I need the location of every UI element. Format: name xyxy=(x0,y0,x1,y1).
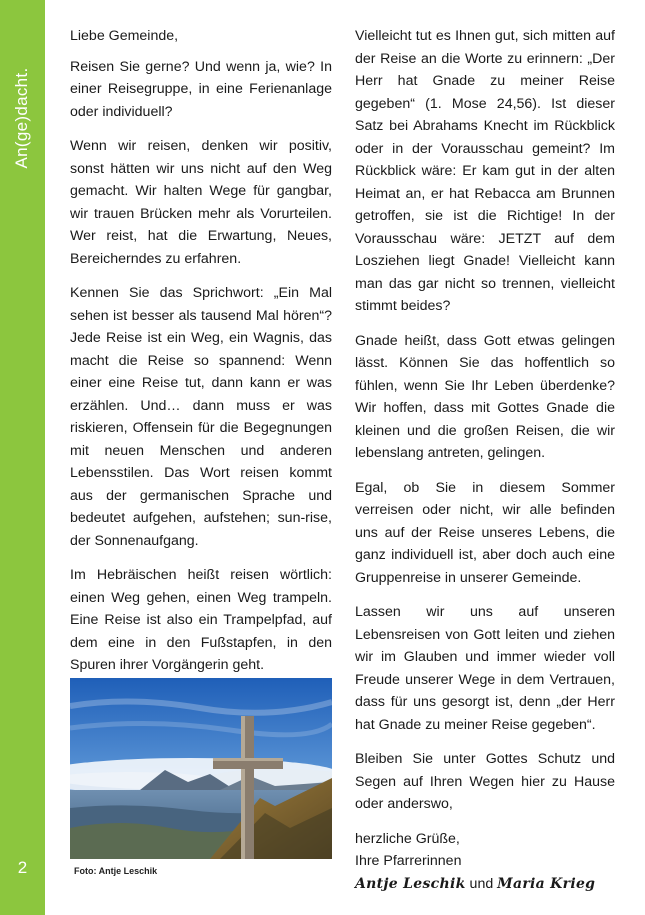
closing-sub: Ihre Pfarrerinnen xyxy=(355,853,462,869)
section-title: An(ge)dacht. xyxy=(12,67,31,169)
right-column xyxy=(355,25,615,895)
closing-greeting: herzliche Grüße, xyxy=(355,830,460,847)
paragraph: Wenn wir reisen, denken wir positiv, sonst hätten wir uns nicht auf den Weg gemacht. Wir halten Wege für gangbar, wir trauen Brücken mehr als Vorurteilen. Wer reist, hat die Erwartung, Neues, Bereicherndes zu erfahren. xyxy=(70,138,332,267)
paragraph: Im Hebräischen heißt reisen wörtlich: einen Weg gehen, einen Weg trampeln. Eine Reise ist also ein Trampelpfad, auf dem eine in den Fußstapfen, in den Spuren ihrer Vorgängerin geht. xyxy=(70,567,332,673)
sidebar xyxy=(0,0,45,915)
paragraph: Vielleicht tut es Ihnen gut, sich mitten auf der Reise an die Worte zu erinnern: „Der Herr hat Gnade zu meiner Reise gegeben“ (1. Mose 24,56). Ist dieser Satz bei Abrahams Knecht im Rückblick oder in der Vorausschau gemeint? Im Rückblick wäre: Er kam gut in der alten Heimat an, er hat Rebacca am Brunnen getroffen, sie ist die Richtige! In der Vorausschau wäre: JETZT auf dem Losziehen liegt Gnade! Vielleicht kann man das gar nicht so trennen, vielleicht stimmt beides? xyxy=(355,28,615,314)
paragraph: Egal, ob Sie in diesem Sommer verreisen oder nicht, wir alle befinden uns auf der Reise unseres Lebens, die ganz individuell ist, aber doch auch eine Gruppenreise in unserer Gemeinde. xyxy=(355,479,615,586)
paragraph: Lassen wir uns auf unseren Lebensreisen von Gott leiten und ziehen wir im Glauben und immer wieder voll Freude unserer Wege in dem Vertrauen, dass für uns gesorgt ist, denn „der Herr hat Gnade zu meiner Reise gegeben“. xyxy=(355,604,615,733)
photo-caption: Foto: Antje Leschik xyxy=(74,866,158,876)
paragraph: Bleiben Sie unter Gottes Schutz und Segen auf Ihren Wegen hier zu Hause oder anderswo, xyxy=(355,751,615,812)
left-column xyxy=(70,25,332,689)
paragraph: Gnade heißt, dass Gott etwas gelingen lässt. Können Sie das hoffentlich so fühlen, wenn Sie Ihr Leben überdenke? Wir hoffen, dass mit Gottes Gnade die kleinen und die großen Reisen, die wir lebenslang antreten, gelingen. xyxy=(355,332,615,461)
page-number: 2 xyxy=(17,858,28,877)
summit-cross-image xyxy=(70,678,332,859)
signature xyxy=(355,873,615,895)
signature-join: und xyxy=(465,875,498,892)
paragraph: Kennen Sie das Sprichwort: „Ein Mal sehen ist besser als tausend Mal hören“? Jede Reise ist ein Weg, ein Wagnis, das macht die Reise so spannend: Wenn einer eine Reise tut, dann kann er was erzählen. Und… dann muss er was riskieren, Offensein für die Begegnungen mit neuen Menschen und anderen Lebensstilen. Das Wort reisen kommt aus der germanischen Sprache und bedeutet aufgehen, aufstehen; sun-rise, der Sonnenaufgang. xyxy=(70,285,332,549)
salutation: Liebe Gemeinde, xyxy=(70,28,179,44)
signature-name-2: Maria Krieg xyxy=(497,875,596,892)
signature-name-1: Antje Leschik xyxy=(355,875,466,892)
photo-summit-cross xyxy=(70,678,332,859)
paragraph: Reisen Sie gerne? Und wenn ja, wie? In einer Reisegruppe, in eine Ferienanlage oder individuell? xyxy=(70,58,332,120)
